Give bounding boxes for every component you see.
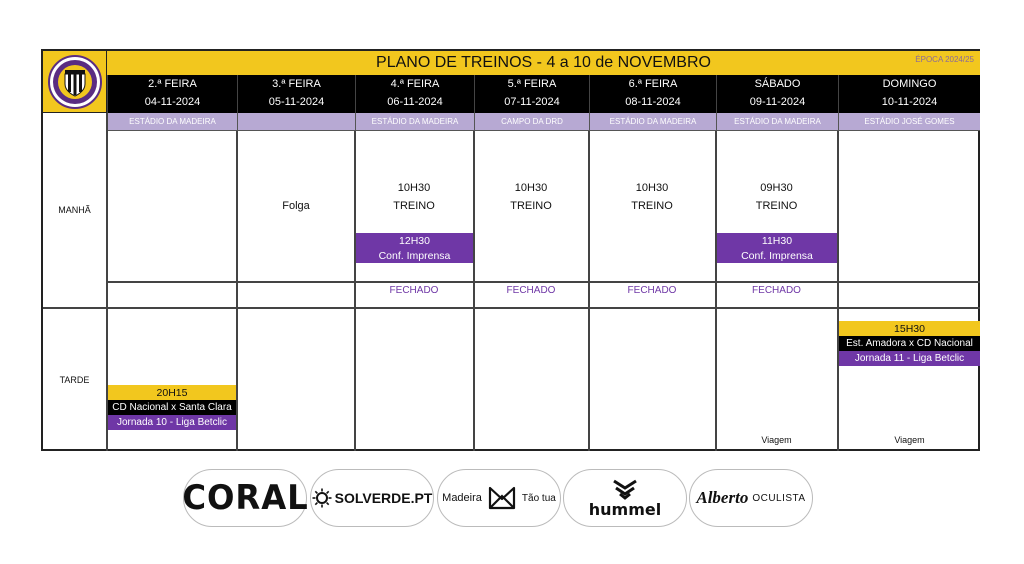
grid-line — [43, 307, 980, 309]
title-bar — [107, 51, 980, 75]
day-header-sun — [838, 75, 980, 113]
match-time: 15H30 — [839, 321, 980, 336]
cell-tue-morning-off: Folga — [282, 200, 310, 212]
venue-tue — [237, 113, 355, 131]
cell-fri-morning-activity: TREINO — [631, 200, 673, 212]
day-date: 06-11-2024 — [387, 96, 443, 108]
status-thu: FECHADO — [506, 284, 556, 296]
sponsor-hummel — [563, 469, 687, 527]
cell-thu-morning-time: 10H30 — [514, 182, 548, 194]
sponsor-oculista-label: OCULISTA — [752, 492, 806, 504]
grid-line — [837, 131, 839, 451]
press-conference-sat — [717, 233, 837, 263]
press-time: 11H30 — [761, 234, 793, 247]
travel-note-sat: Viagem — [761, 435, 792, 445]
day-header-tue — [237, 75, 355, 113]
press-label: Conf. Imprensa — [741, 249, 813, 262]
cell-wed-morning-time: 10H30 — [397, 182, 431, 194]
day-name: 2.ª FEIRA — [148, 78, 197, 90]
cell-sat-morning-time: 09H30 — [760, 182, 793, 194]
day-header-thu — [474, 75, 589, 113]
sponsor-solverde-logo: SOLVERDE.PT — [334, 490, 433, 506]
grid-line — [236, 131, 238, 451]
sponsor-solverde — [310, 469, 434, 527]
training-plan-table — [41, 49, 980, 451]
season-label: ÉPOCA 2024/25 — [915, 55, 974, 64]
day-name: 3.ª FEIRA — [272, 78, 321, 90]
cell-thu-morning-activity: TREINO — [510, 200, 552, 212]
venue-sat: ESTÁDIO DA MADEIRA — [716, 113, 838, 131]
venue-thu: CAMPO DA DRD — [474, 113, 589, 131]
page-title: PLANO DE TREINOS - 4 a 10 de NOVEMBRO — [376, 54, 711, 71]
cell-wed-morning-activity: TREINO — [393, 200, 435, 212]
match-teams: Est. Amadora x CD Nacional — [839, 336, 980, 351]
sponsor-madeira — [437, 469, 561, 527]
row-label-morning: MANHÃ — [58, 205, 91, 215]
press-conference-wed — [356, 233, 473, 263]
status-wed: FECHADO — [389, 284, 439, 296]
match-teams: CD Nacional x Santa Clara — [108, 400, 236, 415]
press-label: Conf. Imprensa — [378, 249, 451, 262]
sponsor-coral-logo: CORAL — [181, 478, 309, 518]
hummel-chevrons-icon — [612, 478, 638, 500]
sun-icon — [312, 488, 332, 508]
day-header-mon — [107, 75, 237, 113]
day-date: 05-11-2024 — [268, 96, 325, 108]
row-label-afternoon: TARDE — [59, 375, 90, 385]
sponsor-coral — [183, 469, 307, 527]
status-sat: FECHADO — [752, 284, 801, 296]
match-card-mon — [108, 385, 236, 430]
day-name: SÁBADO — [754, 78, 801, 90]
venue-fri: ESTÁDIO DA MADEIRA — [589, 113, 716, 131]
venue-mon: ESTÁDIO DA MADEIRA — [107, 113, 237, 131]
match-card-sun — [839, 321, 980, 366]
status-fri: FECHADO — [627, 284, 677, 296]
match-round: Jornada 11 - Liga Betclic — [839, 351, 980, 366]
sponsor-madeira-label: Madeira — [442, 492, 482, 504]
club-crest-cell — [43, 51, 107, 113]
day-header-sat — [716, 75, 838, 113]
day-name: 5.ª FEIRA — [507, 78, 557, 90]
day-name: 4.ª FEIRA — [390, 78, 440, 90]
day-header-wed — [355, 75, 474, 113]
travel-note-sun: Viagem — [894, 435, 925, 445]
match-time: 20H15 — [108, 385, 236, 400]
day-name: DOMINGO — [882, 78, 937, 90]
press-time: 12H30 — [399, 234, 430, 247]
day-date: 08-11-2024 — [625, 96, 681, 108]
sponsor-madeira-tagline: Tão tua — [521, 492, 556, 504]
cell-fri-morning-time: 10H30 — [635, 182, 669, 194]
day-header-fri — [589, 75, 716, 113]
day-date: 04-11-2024 — [144, 96, 201, 108]
day-date: 09-11-2024 — [749, 96, 806, 108]
day-date: 10-11-2024 — [881, 96, 938, 108]
match-round: Jornada 10 - Liga Betclic — [108, 415, 236, 430]
day-date: 07-11-2024 — [504, 96, 560, 108]
club-crest-icon — [47, 54, 103, 110]
sponsor-alberto-logo: Alberto — [696, 488, 749, 507]
day-name: 6.ª FEIRA — [628, 78, 678, 90]
sponsor-alberto-oculista — [689, 469, 813, 527]
cell-sat-morning-activity: TREINO — [755, 200, 798, 212]
venue-wed: ESTÁDIO DA MADEIRA — [355, 113, 474, 131]
sponsor-hummel-logo: hummel — [588, 499, 662, 519]
venue-sun: ESTÁDIO JOSÉ GOMES — [838, 113, 980, 131]
madeira-mark-icon — [487, 485, 517, 511]
